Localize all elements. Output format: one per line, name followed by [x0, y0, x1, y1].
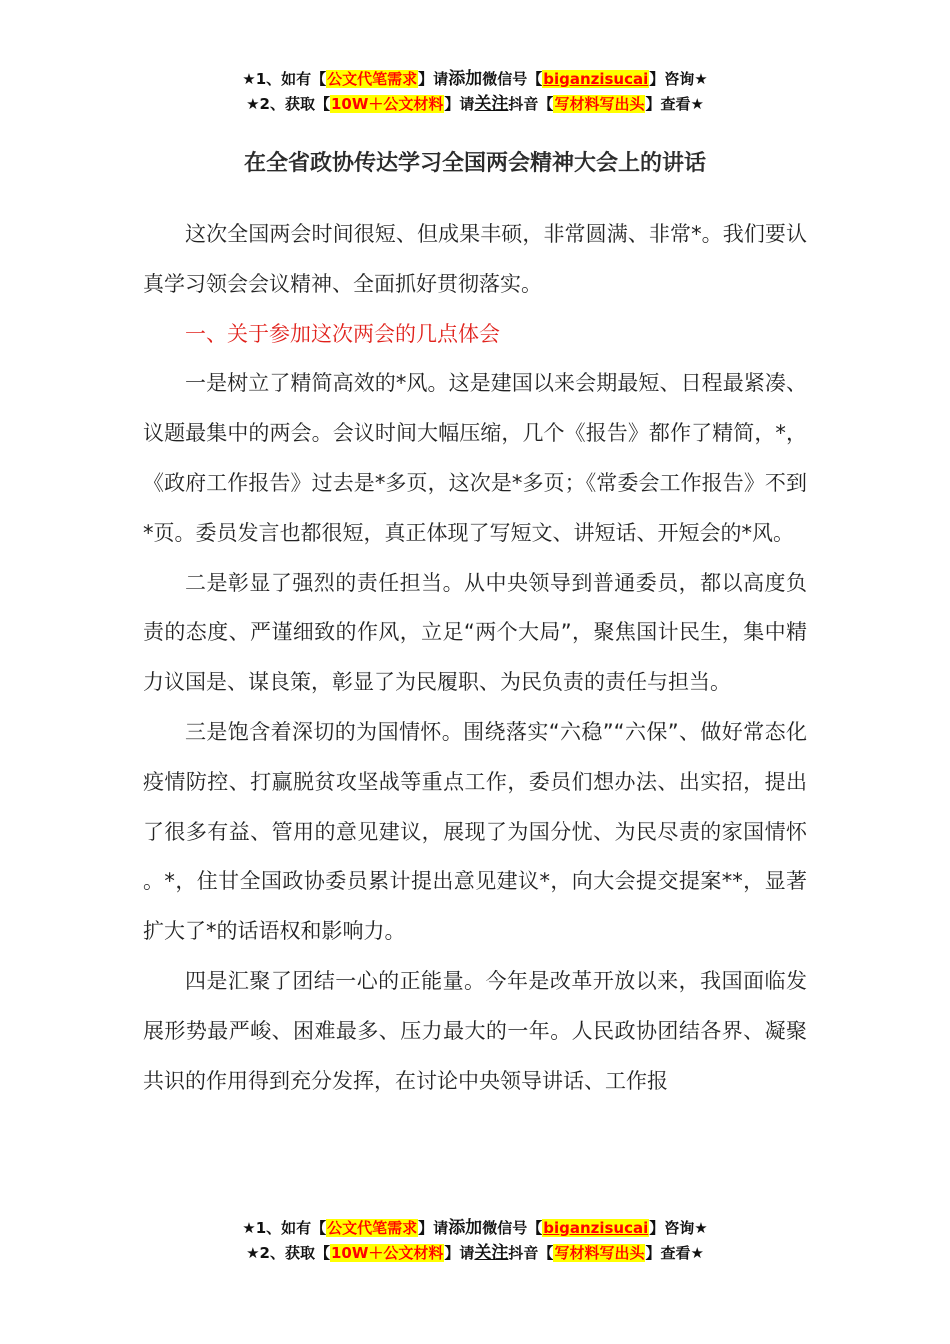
banner-text: 】咨询★	[649, 70, 708, 88]
banner-text: 微信号【	[482, 1219, 543, 1237]
banner-text: ★1、如有【	[242, 1219, 327, 1237]
banner-emphasis: 关注	[474, 94, 509, 114]
document-body	[143, 210, 807, 1106]
banner-text: ★2、获取【	[246, 95, 330, 113]
paragraph: 二是彰显了强烈的责任担当。从中央领导到普通委员，都以高度负责的态度、严谨细致的作风，立足“两个大局”，聚焦国计民生，集中精力议国是、谋良策，彰显了为民履职、为民负责的责任与担当。	[143, 570, 807, 695]
banner-highlight: 10W＋公文材料	[330, 95, 444, 113]
banner-douyin-id: 写材料写出头	[554, 1244, 645, 1262]
section-heading: 一、关于参加这次两会的几点体会	[185, 321, 500, 346]
banner-text: 】请	[444, 95, 475, 113]
paragraph: 一是树立了精简高效的*风。这是建国以来会期最短、日程最紧凑、议题最集中的两会。会议时间大幅压缩，几个《报告》都作了精简，*，《政府工作报告》过去是*多页，这次是*多页；《常委会工作报告》不到*页。委员发言也都很短，真正体现了写短文、讲短话、开短会的*风。	[143, 371, 807, 545]
banner-line-2	[0, 1241, 950, 1266]
banner-emphasis: 添加	[448, 1218, 483, 1238]
banner-emphasis: 添加	[448, 69, 483, 89]
paragraph: 四是汇聚了团结一心的正能量。今年是改革开放以来，我国面临发展形势最严峻、困难最多、压力最大的一年。人民政协团结各界、凝聚共识的作用得到充分发挥，在讨论中央领导讲话、工作报	[143, 968, 807, 1093]
banner-text: ★2、获取【	[246, 1244, 330, 1262]
banner-text: 微信号【	[482, 70, 543, 88]
banner-douyin-id: 写材料写出头	[554, 95, 645, 113]
banner-text: ★1、如有【	[242, 70, 327, 88]
banner-wechat-id: biganzisucai	[543, 1219, 649, 1237]
banner-highlight: 公文代笔需求	[327, 70, 418, 88]
top-banner	[0, 67, 950, 117]
banner-text: 】咨询★	[649, 1219, 708, 1237]
banner-highlight: 10W＋公文材料	[330, 1244, 444, 1262]
banner-wechat-id: biganzisucai	[543, 70, 649, 88]
banner-text: 】查看★	[645, 1244, 704, 1262]
banner-emphasis: 关注	[474, 1243, 509, 1263]
banner-text: 】请	[444, 1244, 475, 1262]
paragraph: 这次全国两会时间很短、但成果丰硕，非常圆满、非常*。我们要认真学习领会会议精神、全面抓好贯彻落实。	[143, 222, 807, 296]
document-title: 在全省政协传达学习全国两会精神大会上的讲话	[243, 151, 706, 176]
banner-text: 抖音【	[508, 1244, 554, 1262]
banner-text: 抖音【	[508, 95, 554, 113]
banner-text: 】请	[418, 70, 449, 88]
banner-highlight: 公文代笔需求	[327, 1219, 418, 1237]
banner-line-1	[0, 67, 950, 92]
banner-line-1	[0, 1216, 950, 1241]
banner-line-2	[0, 92, 950, 117]
banner-text: 】请	[418, 1219, 449, 1237]
paragraph: 三是饱含着深切的为国情怀。围绕落实“六稳”“六保”、做好常态化疫情防控、打赢脱贫攻坚战等重点工作，委员们想办法、出实招，提出了很多有益、管用的意见建议，展现了为国分忧、为民尽责的家国情怀。*，住甘全国政协委员累计提出意见建议*，向大会提交提案**，显著扩大了*的话语权和影响力。	[143, 719, 807, 944]
banner-text: 】查看★	[645, 95, 704, 113]
bottom-banner	[0, 1216, 950, 1266]
